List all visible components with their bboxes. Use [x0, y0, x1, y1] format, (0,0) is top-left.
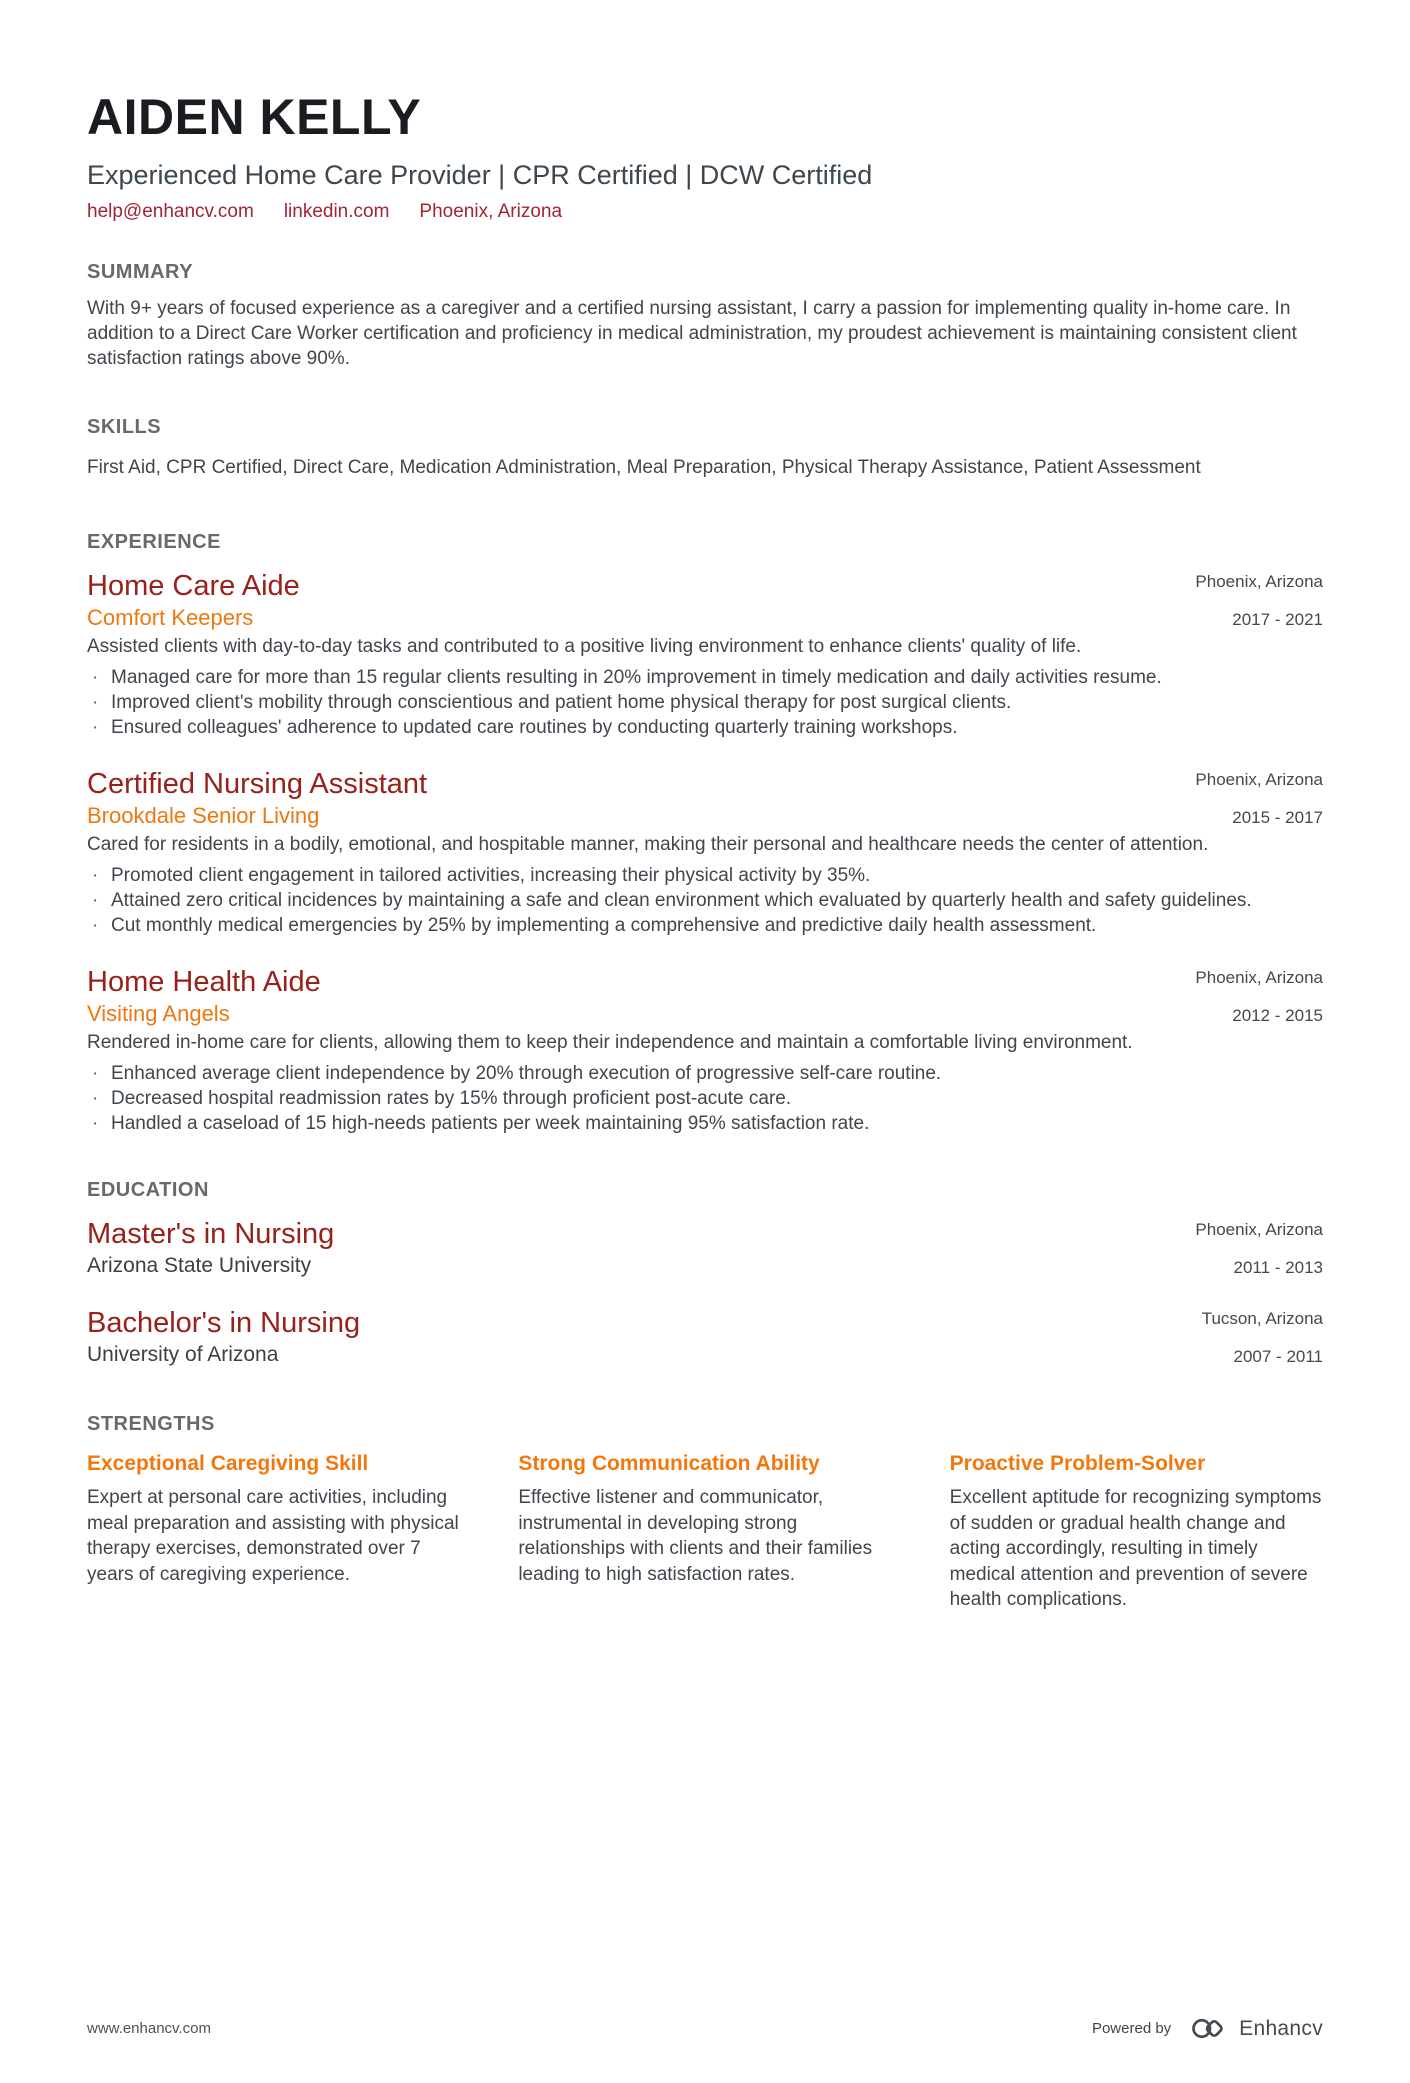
job-bullet: · Cut monthly medical emergencies by 25% by implementing a comprehensive and predictive daily health assessment. [87, 913, 1323, 938]
degree-school: Arizona State University [87, 1254, 312, 1277]
enhancv-logo-icon [1189, 2016, 1227, 2041]
degree-title: Master's in Nursing [87, 1218, 335, 1250]
strength-item [950, 1450, 1323, 1613]
degree-location: Tucson, Arizona [1201, 1309, 1323, 1328]
candidate-name: AIDEN KELLY [87, 89, 422, 145]
experience-heading: EXPERIENCE [87, 531, 221, 553]
experience-entry [87, 568, 1323, 740]
job-location: Phoenix, Arizona [1195, 770, 1323, 789]
candidate-headline: Experienced Home Care Provider | CPR Certified | DCW Certified [87, 160, 873, 190]
strength-title: Proactive Problem-Solver [949, 1452, 1206, 1475]
bullet-dot-icon: · [92, 1063, 99, 1084]
job-bullet: · Enhanced average client independence by 20% through execution of progressive self-care routine. [87, 1061, 1323, 1086]
bullet-dot-icon: · [92, 692, 99, 713]
job-description: Assisted clients with day-to-day tasks and contributed to a positive living environment to enhance clients' quality of life. [87, 636, 1082, 657]
degree-title: Bachelor's in Nursing [87, 1307, 361, 1339]
bullet-dot-icon: · [92, 1113, 99, 1134]
bullet-dot-icon: · [92, 1088, 99, 1109]
contact-email-link[interactable]: help@enhancv.com [87, 201, 254, 222]
degree-school: University of Arizona [87, 1343, 279, 1366]
bullet-dot-icon: · [92, 890, 99, 911]
job-dates: 2017 - 2021 [1232, 609, 1323, 629]
bullet-dot-icon: · [92, 915, 99, 936]
contact-row [87, 200, 1323, 224]
job-company: Visiting Angels [87, 1001, 230, 1026]
summary-text: With 9+ years of focused experience as a caregiver and a certified nursing assistant, I carry a passion for implementing quality in-home care. In addition to a Direct Care Worker certification and proficiency in medical administration, my proudest achievement is maintaining consistent client satisfaction ratings above 90%. [87, 298, 1297, 369]
job-title: Home Health Aide [87, 966, 321, 998]
job-bullet: · Handled a caseload of 15 high-needs patients per week maintaining 95% satisfaction rate. [87, 1111, 1323, 1136]
job-description: Cared for residents in a bodily, emotional, and hospitable manner, making their personal and healthcare needs the center of attention. [87, 834, 1209, 855]
education-heading: EDUCATION [87, 1179, 209, 1201]
job-bullet: · Attained zero critical incidences by maintaining a safe and clean environment which evaluated by quarterly health and safety guidelines. [87, 888, 1323, 913]
bullet-dot-icon: · [92, 717, 99, 738]
bullet-dot-icon: · [92, 865, 99, 886]
job-bullet: · Decreased hospital readmission rates by 15% through proficient post-acute care. [87, 1086, 1323, 1111]
contact-location: Phoenix, Arizona [419, 201, 563, 222]
footer-brand [1092, 2016, 1323, 2041]
strengths-grid [87, 1450, 1323, 1613]
job-dates: 2015 - 2017 [1232, 807, 1323, 827]
strength-item [518, 1450, 891, 1613]
strength-title: Exceptional Caregiving Skill [87, 1452, 369, 1475]
job-location: Phoenix, Arizona [1195, 968, 1323, 987]
education-entry [87, 1305, 1323, 1368]
enhancv-wordmark[interactable]: Enhancv [1239, 2016, 1323, 2040]
job-bullet: · Improved client's mobility through conscientious and patient home physical therapy for post surgical clients. [87, 690, 1323, 715]
job-title: Home Care Aide [87, 570, 300, 602]
experience-entry [87, 766, 1323, 938]
job-bullet-list [87, 665, 1323, 740]
education-entry [87, 1216, 1323, 1279]
skills-heading: SKILLS [87, 416, 162, 438]
strength-text: Expert at personal care activities, including meal preparation and assisting with physical therapy exercises, demonstrated over 7 years of caregiving experience. [87, 1487, 459, 1585]
strength-item [87, 1450, 460, 1613]
resume-page [0, 88, 1410, 1613]
job-description: Rendered in-home care for clients, allowing them to keep their independence and maintain a comfortable living environment. [87, 1032, 1133, 1053]
contact-linkedin-link[interactable]: linkedin.com [283, 201, 390, 222]
job-dates: 2012 - 2015 [1232, 1005, 1323, 1025]
job-bullet: · Managed care for more than 15 regular clients resulting in 20% improvement in timely medication and daily activities resume. [87, 665, 1323, 690]
page-footer [87, 2016, 1323, 2041]
degree-location: Phoenix, Arizona [1195, 1220, 1323, 1239]
footer-website-link[interactable]: www.enhancv.com [87, 2020, 211, 2037]
experience-entry [87, 964, 1323, 1136]
job-company: Brookdale Senior Living [87, 803, 320, 828]
skills-text: First Aid, CPR Certified, Direct Care, Medication Administration, Meal Preparation, Physical Therapy Assistance, Patient Assessment [87, 457, 1201, 478]
job-bullet-list [87, 863, 1323, 938]
degree-dates: 2007 - 2011 [1233, 1347, 1323, 1366]
strengths-heading: STRENGTHS [87, 1413, 215, 1435]
powered-by-label: Powered by [1091, 2020, 1172, 2037]
job-bullet: · Promoted client engagement in tailored activities, increasing their physical activity by 35%. [87, 863, 1323, 888]
strength-text: Effective listener and communicator, instrumental in developing strong relationships with clients and their families leading to high satisfaction rates. [518, 1487, 873, 1585]
bullet-dot-icon: · [92, 667, 99, 688]
summary-heading: SUMMARY [87, 261, 194, 283]
job-location: Phoenix, Arizona [1195, 572, 1323, 591]
job-company: Comfort Keepers [87, 605, 254, 630]
job-bullet: · Ensured colleagues' adherence to updated care routines by conducting quarterly training workshops. [87, 715, 1323, 740]
job-title: Certified Nursing Assistant [87, 768, 428, 800]
job-bullet-list [87, 1061, 1323, 1136]
degree-dates: 2011 - 2013 [1233, 1258, 1323, 1277]
strength-text: Excellent aptitude for recognizing symptoms of sudden or gradual health change and acting accordingly, resulting in timely medical attention and prevention of severe health complications. [949, 1487, 1322, 1610]
strength-title: Strong Communication Ability [518, 1452, 820, 1475]
